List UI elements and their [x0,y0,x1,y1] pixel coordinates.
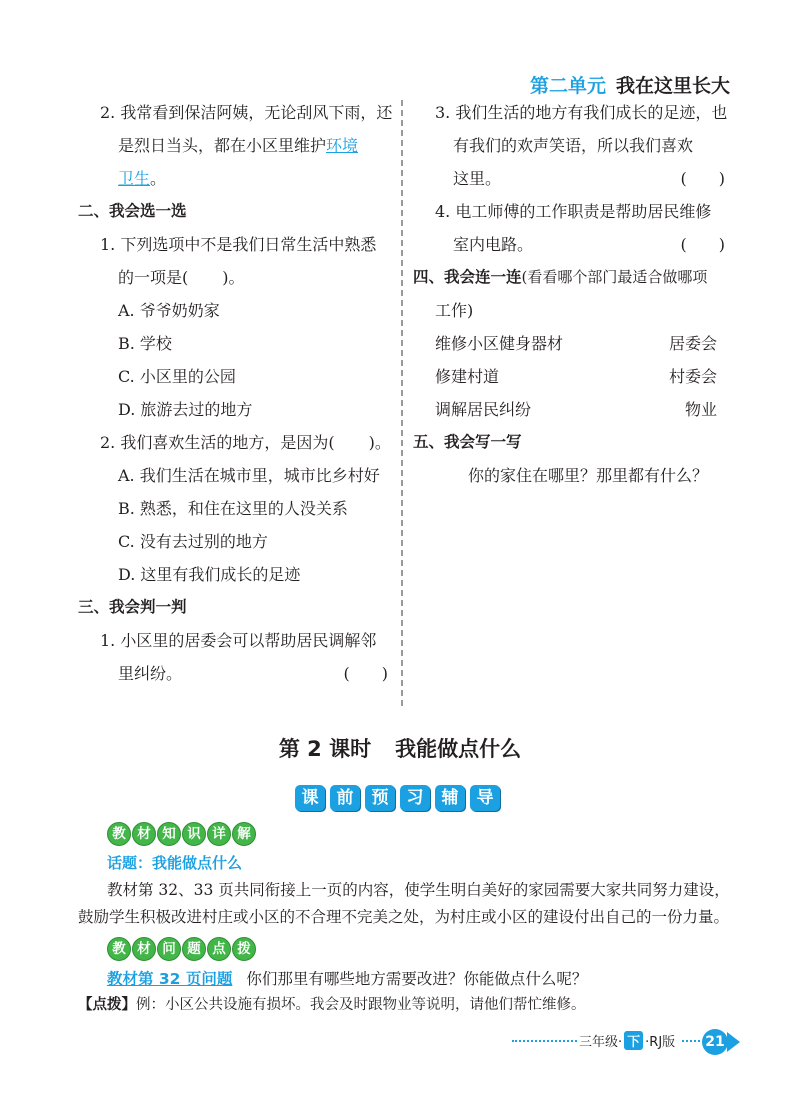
page-arrow-icon [727,1032,740,1052]
judge-q1-line2 [78,657,396,690]
section-choose: 二、我会选一选 [78,202,187,220]
choice-q2-option-d: D. 这里有我们成长的足迹 [118,565,301,584]
problem-tag [107,937,256,961]
tip-text: 例：小区公共设施有损坏。我会及时跟物业等说明，请他们帮忙维修。 [136,997,586,1013]
footer-grade [579,1031,675,1050]
fill-q2-answer-cont: 卫生 [118,169,151,188]
banner-char: 预 [365,785,395,811]
banner-char: 习 [400,785,430,811]
section-write: 五、我会写一写 [413,433,522,451]
knowledge-tag [107,822,256,846]
choice-q1-option-d: D. 旅游去过的地方 [118,400,253,419]
section-match-title: 四、我会连一连 [413,268,522,286]
tip-label: 【点拨】 [78,997,136,1013]
banner-char: 前 [330,785,360,811]
tag-char: 解 [232,822,256,846]
volume-badge: 下 [624,1031,643,1050]
tip [78,993,586,1014]
fill-q2-line1: 2. 我常看到保洁阿姨，无论刮风下雨，还 [100,103,393,122]
unit-header [530,71,730,98]
tag-char: 材 [132,822,156,846]
match-right-item[interactable]: 居委会 [668,334,717,353]
match-row [413,393,733,426]
judge-q3-end: 这里。 [453,169,502,188]
section-match-note: (看看哪个部门最适合做哪项 [521,268,708,286]
tag-char: 点 [207,937,231,961]
choice-q1-option-c: C. 小区里的公园 [118,367,236,386]
grade-text: 三年级· [579,1035,623,1050]
choice-q1-option-b: B. 学校 [118,334,172,353]
section-match [413,261,733,294]
judge-q4-line1: 4. 电工师傅的工作职责是帮助居民维修 [435,202,712,221]
section-judge: 三、我会判一判 [78,598,187,616]
judge-q3-line2: 有我们的欢声笑语，所以我们喜欢 [453,136,694,155]
fill-q2-answer: 环境 [326,136,359,155]
banner-char: 课 [295,785,325,811]
choice-q1-stem: 的一项是( [118,268,189,287]
match-right-item[interactable]: 物业 [684,400,717,419]
fill-q2-text: 是烈日当头，都在小区里维护 [118,136,327,155]
judge-q1-end: 里纠纷。 [118,664,183,683]
choice-q2-option-b: B. 熟悉，和住在这里的人没关系 [118,499,348,518]
fill-q2-line2 [78,129,396,162]
choice-q1-stem-end: )。 [222,268,245,287]
match-row [413,327,733,360]
choice-q1-line1: 1. 下列选项中不是我们日常生活中熟悉 [100,235,377,254]
question-label: 教材第 32 页问题 [107,970,233,988]
unit-title: 我在这里长大 [615,75,730,97]
banner-char: 导 [470,785,500,811]
edition-text: ·RJ版 [645,1035,676,1050]
choice-q1-line2 [78,261,396,294]
tag-char: 题 [182,937,206,961]
lesson-prefix: 第 2 课时 [278,737,372,761]
footer-dots [682,1040,700,1042]
choice-q2-line1 [78,426,396,459]
page-number: 21 [702,1029,728,1055]
question-text: 你们那里有哪些地方需要改进？你能做点什么呢？ [246,970,588,988]
tag-char: 详 [207,822,231,846]
banner-char: 辅 [435,785,465,811]
unit-number: 第二单元 [529,75,606,97]
choice-q2-stem-end: )。 [368,433,391,452]
lesson-name: 我能做点什么 [395,737,522,761]
match-right-item[interactable]: 村委会 [668,367,717,386]
right-column [413,96,733,492]
match-left-item[interactable]: 调解居民纠纷 [435,400,532,419]
write-question: 你的家住在哪里？那里都有什么？ [468,466,709,485]
textbook-question [107,967,587,989]
match-left-item[interactable]: 修建村道 [435,367,500,386]
fill-q2-end: 。 [150,169,167,188]
judge-q3-line1: 3. 我们生活的地方有我们成长的足迹，也 [435,103,728,122]
topic-heading: 话题：我能做点什么 [107,854,243,872]
tag-char: 教 [107,822,131,846]
match-left-item[interactable]: 维修小区健身器材 [435,334,564,353]
section-match-note-cont: 工作) [435,301,474,320]
tag-char: 问 [157,937,181,961]
tag-char: 拨 [232,937,256,961]
fill-q2-line3 [78,162,396,195]
judge-q4-line2 [413,228,733,261]
choice-q2-option-c: C. 没有去过别的地方 [118,532,268,551]
topic-paragraph: 教材第 32、33 页共同衔接上一页的内容，使学生明白美好的家园需要大家共同努力建设，鼓励学生积极改进村庄或小区的不合理不完美之处，为村庄或小区的建设付出自己的一份力量。 [78,881,730,926]
tag-char: 教 [107,937,131,961]
tag-char: 识 [182,822,206,846]
left-column [78,96,396,690]
lesson-title [0,733,800,763]
judge-q4-end: 室内电路。 [453,235,534,254]
tag-char: 材 [132,937,156,961]
column-divider [401,100,403,706]
choice-q2-stem: 2. 我们喜欢生活的地方，是因为( [100,433,335,452]
answer-paren[interactable]: ( ) [343,664,388,683]
match-row [413,360,733,393]
footer-dots [512,1040,577,1042]
judge-q1-line1: 1. 小区里的居委会可以帮助居民调解邻 [100,631,377,650]
tag-char: 知 [157,822,181,846]
choice-q2-option-a: A. 我们生活在城市里，城市比乡村好 [118,466,380,485]
choice-q1-option-a: A. 爷爷奶奶家 [118,301,220,320]
preview-banner [295,785,500,811]
judge-q3-line3 [413,162,733,195]
answer-paren[interactable]: ( ) [680,169,725,188]
answer-paren[interactable]: ( ) [680,235,725,254]
